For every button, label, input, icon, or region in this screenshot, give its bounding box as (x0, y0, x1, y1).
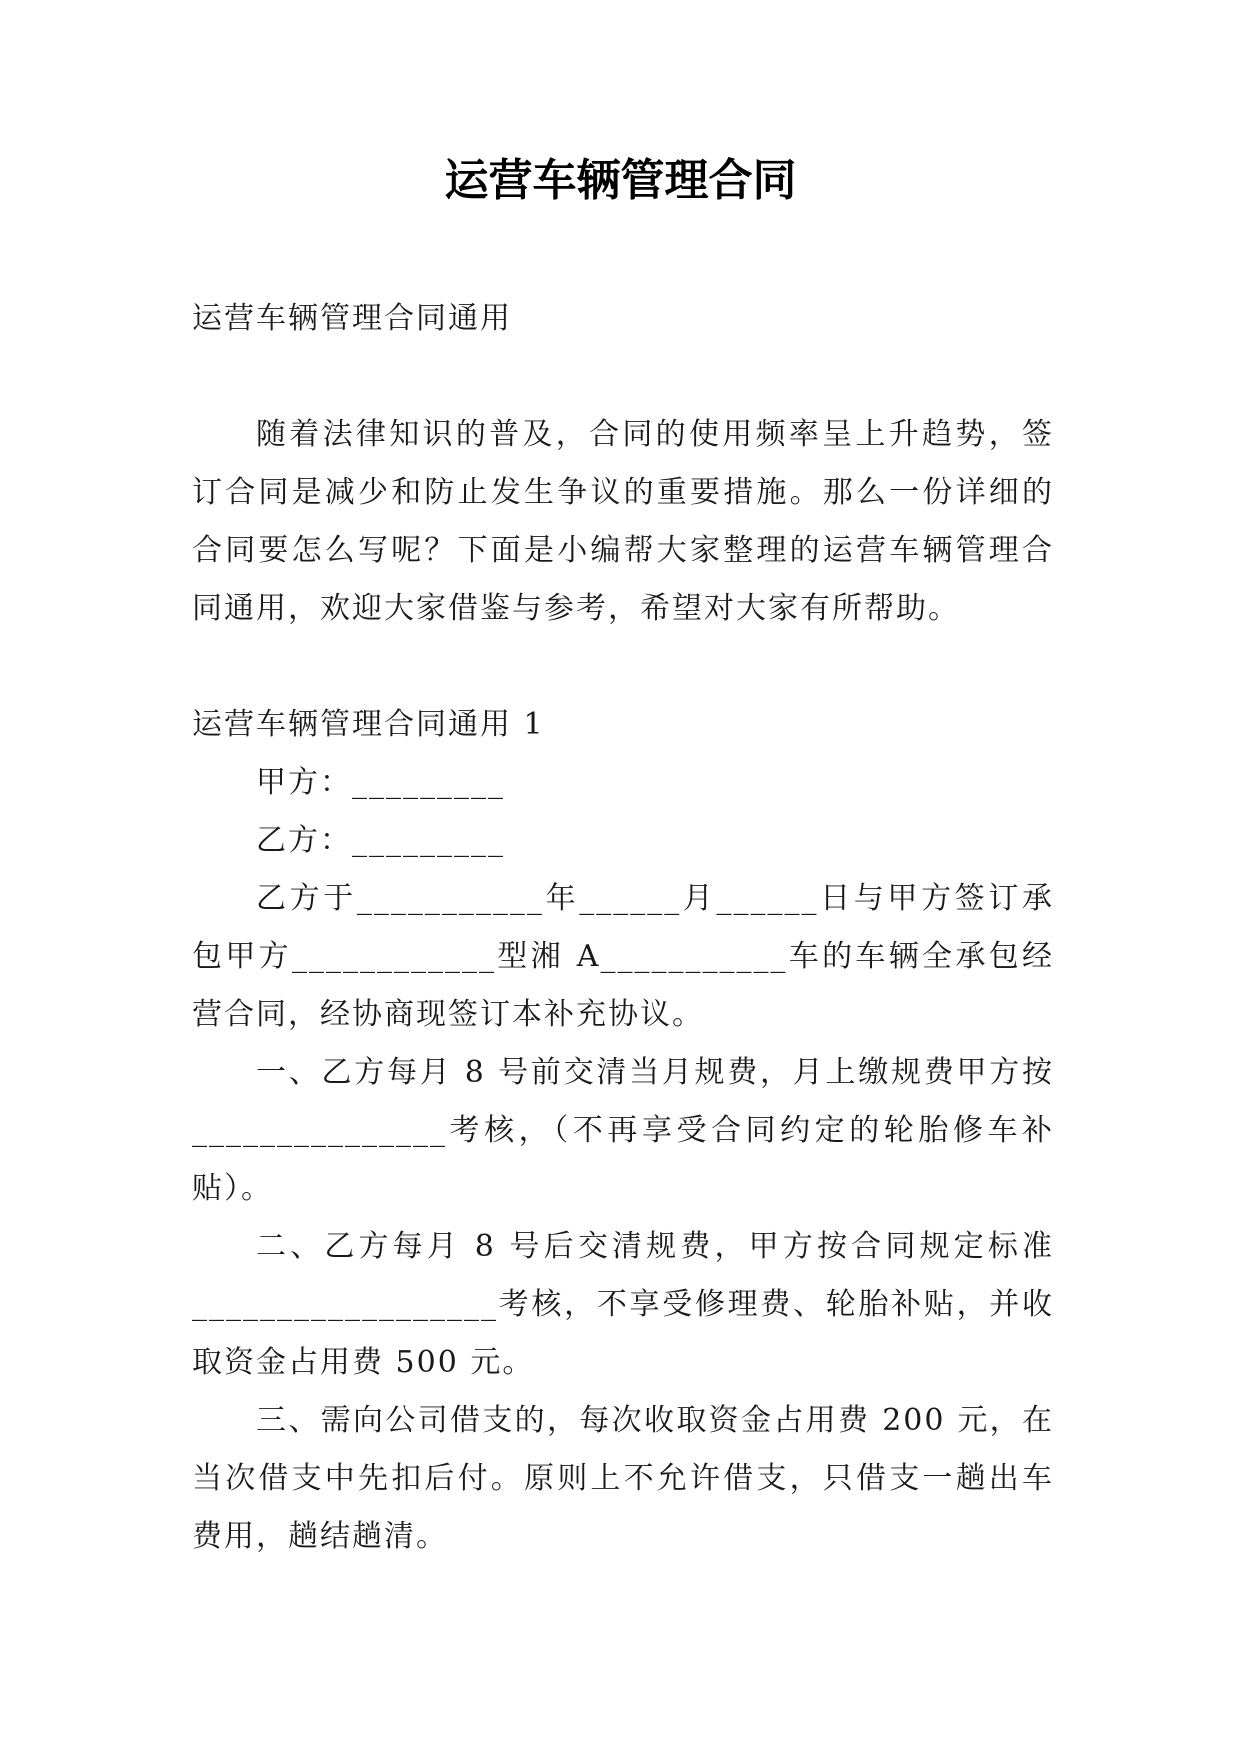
clause-3: 三、需向公司借支的，每次收取资金占用费 200 元，在当次借支中先扣后付。原则上不允许借支，只借支一趟出车费用，趟结趟清。 (192, 1403, 1054, 1554)
clause-2: 二、乙方每月 8 号后交清规费，甲方按合同规定标准__________________考核，不享受修理费、轮胎补贴，并收取资金占用费 500 元。 (192, 1229, 1054, 1380)
document-body (192, 290, 1054, 1566)
spacer (192, 348, 1054, 406)
agreement-paragraph: 乙方于___________年______月______日与甲方签订承包甲方____________型湘 A___________车的车辆全承包经营合同，经协商现签订本补充协议。 (192, 881, 1054, 1032)
spacer (192, 638, 1054, 696)
document-title: 运营车辆管理合同 (444, 155, 797, 206)
clause-1: 一、乙方每月 8 号前交清当月规费，月上缴规费甲方按_______________考核，（不再享受合同约定的轮胎修车补贴）。 (192, 1055, 1054, 1206)
intro-paragraph: 随着法律知识的普及，合同的使用频率呈上升趋势，签订合同是减少和防止发生争议的重要措施。那么一份详细的合同要怎么写呢？下面是小编帮大家整理的运营车辆管理合同通用，欢迎大家借鉴与参考，希望对大家有所帮助。 (192, 417, 1054, 626)
section-heading: 运营车辆管理合同通用 1 (192, 707, 545, 742)
party-b-line: 乙方：_________ (256, 823, 505, 858)
party-a-line: 甲方：_________ (256, 765, 505, 800)
document-subtitle: 运营车辆管理合同通用 (192, 301, 512, 336)
